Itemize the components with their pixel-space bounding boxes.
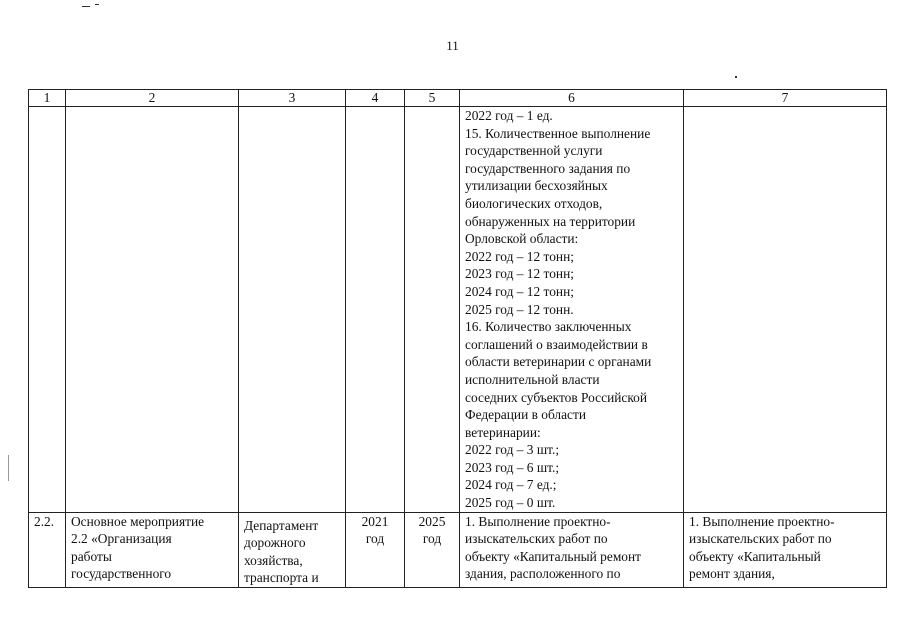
- activity-line: государственного: [71, 566, 172, 581]
- indicator-line: государственного задания по: [465, 160, 631, 176]
- indicator-line: исполнительной власти: [465, 371, 600, 387]
- row2-executor-cell: [239, 512, 346, 587]
- header-col-3: 3: [239, 90, 346, 107]
- indicator-line: 2022 год – 12 тонн;: [465, 248, 574, 264]
- row2-start-year-cell: [346, 512, 405, 587]
- indicator-line: 2022 год – 3 шт.;: [465, 442, 560, 458]
- indicator-line: соглашений о взаимодействии в: [465, 336, 648, 352]
- row2-indicators-cell: [460, 512, 684, 587]
- executor-line: транспорта и: [244, 570, 319, 585]
- table-row: [29, 512, 887, 587]
- header-col-6: 6: [460, 90, 684, 107]
- row2-end-year-cell: [405, 512, 460, 587]
- indicator-line: объекту «Капитальный ремонт: [465, 548, 642, 564]
- indicator-line: биологических отходов,: [465, 195, 603, 211]
- result-line: 1. Выполнение проектно-: [689, 513, 835, 529]
- indicator-line: 2023 год – 12 тонн;: [465, 266, 574, 282]
- row-number: 2.2.: [34, 513, 55, 529]
- result-line: объекту «Капитальный: [689, 548, 821, 564]
- indicator-line: здания, расположенного по: [465, 566, 621, 581]
- indicator-line: ветеринарии:: [465, 424, 541, 440]
- result-line: изыскательских работ по: [689, 531, 832, 547]
- indicator-line: 2024 год – 12 тонн;: [465, 283, 574, 299]
- row1-col1: [29, 107, 66, 513]
- indicator-line: 15. Количественное выполнение: [465, 125, 651, 141]
- row1-col3: [239, 107, 346, 513]
- row1-col2: [66, 107, 239, 513]
- indicator-line: изыскательских работ по: [465, 531, 608, 547]
- indicator-line: утилизации бесхозяйных: [465, 178, 608, 194]
- indicator-line: 16. Количество заключенных: [465, 319, 632, 335]
- indicator-line: 2025 год – 0 шт.: [465, 495, 556, 511]
- row1-col7: [684, 107, 887, 513]
- indicator-line: 2024 год – 7 ед.;: [465, 477, 557, 493]
- scan-speck: [735, 76, 737, 78]
- scan-margin-mark: [8, 455, 9, 481]
- row1-indicators-cell: [460, 107, 684, 513]
- indicator-line: Федерации в области: [465, 407, 587, 423]
- page-number: 11: [446, 38, 459, 53]
- indicator-line: 2023 год – 6 шт.;: [465, 459, 560, 475]
- start-year: 2021: [361, 513, 389, 529]
- end-year-unit: год: [422, 531, 442, 547]
- executor-line: хозяйства,: [244, 552, 303, 568]
- scan-speck: [82, 6, 90, 7]
- indicator-line: соседних субъектов Российской: [465, 389, 648, 405]
- row1-col5: [405, 107, 460, 513]
- row2-activity-cell: [66, 512, 239, 587]
- end-year: 2025: [418, 513, 446, 529]
- header-col-1: 1: [29, 90, 66, 107]
- header-row: [29, 90, 887, 107]
- header-col-4: 4: [346, 90, 405, 107]
- activity-line: Основное мероприятие: [71, 513, 205, 529]
- row2-results-cell: [684, 512, 887, 587]
- activity-line: работы: [71, 548, 112, 564]
- activity-line: 2.2 «Организация: [71, 531, 172, 547]
- indicator-line: государственной услуги: [465, 143, 603, 159]
- executor-line: Департамент: [244, 517, 319, 533]
- indicator-line: 2025 год – 12 тонн.: [465, 301, 574, 317]
- result-line: ремонт здания,: [689, 566, 775, 581]
- scan-speck: [95, 4, 99, 5]
- indicator-line: Орловской области:: [465, 231, 579, 247]
- indicator-line: области ветеринарии с органами: [465, 354, 652, 370]
- indicator-line: обнаруженных на территории: [465, 213, 636, 229]
- indicator-line: 1. Выполнение проектно-: [465, 513, 611, 529]
- program-table: [28, 89, 887, 588]
- row1-col4: [346, 107, 405, 513]
- table-row: [29, 107, 887, 513]
- header-col-2: 2: [66, 90, 239, 107]
- indicator-line: 2022 год – 1 ед.: [465, 108, 553, 123]
- header-col-5: 5: [405, 90, 460, 107]
- row2-number-cell: [29, 512, 66, 587]
- executor-line: дорожного: [244, 535, 306, 551]
- header-col-7: 7: [684, 90, 887, 107]
- start-year-unit: год: [365, 531, 385, 547]
